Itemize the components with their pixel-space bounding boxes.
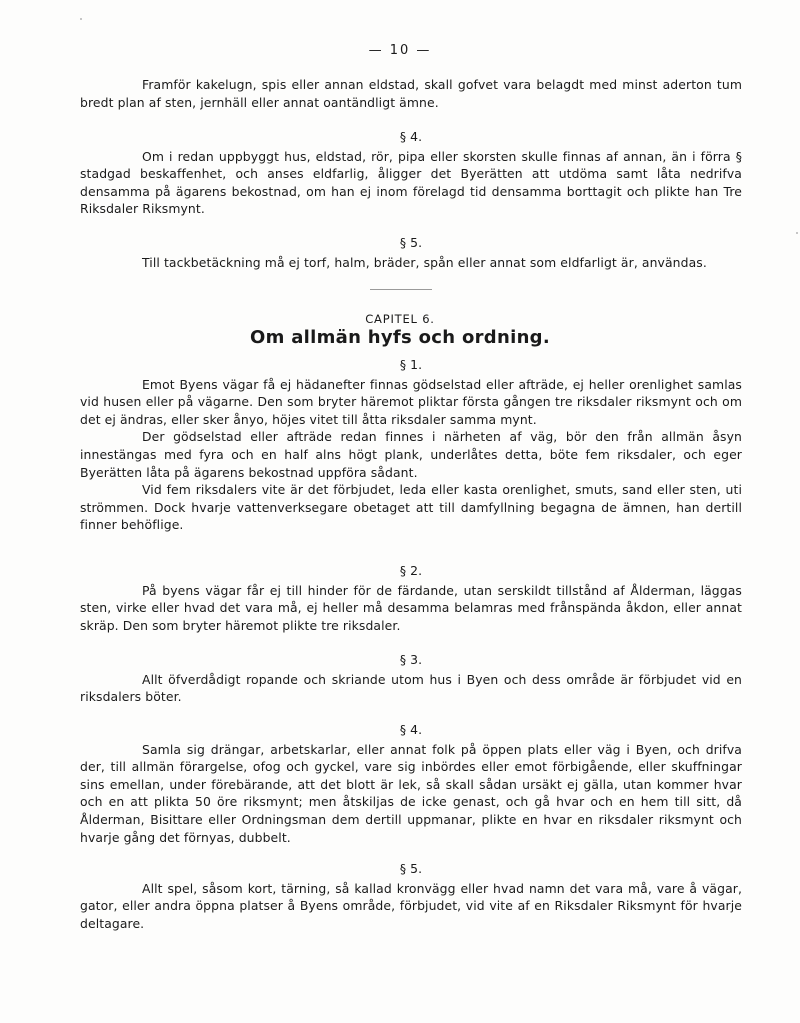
section-mark: § 4.	[399, 722, 423, 737]
section-mark: § 2.	[399, 563, 423, 578]
section-order-5	[80, 860, 742, 932]
page-number: — 10 —	[368, 43, 432, 58]
section-paragraph: Om i redan uppbyggt hus, eldstad, rör, pipa eller skorsten skulle finnas af annan, än i förra § stadgad beskaffenhet, och anses eldfarlig, åligger det Byerätten att utdöma samt låta nedrifva densamma på ägarens bekostnad, om han ej inom förelagd tid densamma borttagit och plikte han Tre Riksdaler Riksmynt.	[80, 148, 742, 217]
section-mark: § 5.	[399, 235, 423, 250]
section-mark: § 3.	[399, 652, 423, 667]
paper-speck	[80, 18, 82, 20]
section-fire-5	[80, 234, 742, 271]
section-order-2	[80, 562, 742, 634]
chapter-label: CAPITEL 6.	[365, 312, 435, 326]
section-paragraph: På byens vägar får ej till hinder för de färdande, utan serskildt tillstånd af Ålderman, läggas sten, virke eller hvad det vara må, ej heller må desamma belamras med frånspända åkdon, eller annat skräp. Den som bryter häremot plikte tre riksdaler.	[80, 582, 742, 633]
section-paragraph: Vid fem riksdalers vite är det förbjudet, leda eller kasta orenlighet, smuts, sand eller sten, uti strömmen. Dock hvarje vattenverksegare obetaget att till damfyllning begagna de ämnen, han dertill finner behöflige.	[80, 482, 742, 533]
section-order-1	[80, 356, 742, 534]
section-mark: § 5.	[399, 861, 423, 876]
chapter-title: Om allmän hyfs och ordning.	[249, 327, 551, 348]
section-paragraph: Emot Byens vägar få ej hädanefter finnas gödselstad eller afträde, ej heller orenlighet samlas vid husen eller på vägarne. Den som bryter häremot pliktar första gången tre riksdaler riksmynt och om det ej ändras, eller sker ånyo, höjes vitet till åtta riksdaler samma mynt.	[80, 376, 742, 427]
section-paragraph: Till tackbetäckning må ej torf, halm, bräder, spån eller annat som eldfarligt är, användas.	[142, 254, 707, 270]
section-order-4	[80, 721, 742, 846]
section-mark: § 1.	[399, 357, 423, 372]
section-paragraph: Allt spel, såsom kort, tärning, så kallad kronvägg eller hvad namn det vara må, vare å vägar, gator, eller andra öppna platser å Byens område, förbjudet, vid vite af en Riksdaler Riksmynt för hvarje deltagare.	[80, 880, 742, 931]
section-fire-4	[80, 128, 742, 218]
section-paragraph: Samla sig drängar, arbetskarlar, eller annat folk på öppen plats eller väg i Byen, och drifva der, till allmän förargelse, ofog och gyckel, vare sig inbördes eller emot förbigående, eller skuffningar sins emellan, under förebärande, att det blott är lek, så skall sådan ursäkt ej gälla, utan kommer hvar och en att plikta 50 öre riksmynt; men åtskiljas de icke genast, och gå hvar och en hem till sitt, då Ålderman, Bisittare eller Ordningsman dem dertill uppmanar, plikte en hvar en riksdaler riksmynt och hvarje gång det förnyas, dubbelt.	[80, 741, 742, 845]
section-mark: § 4.	[399, 129, 423, 144]
paper-speck	[796, 232, 798, 234]
section-paragraph: Der gödselstad eller afträde redan finnes i närheten af väg, bör den från allmän åsyn innestängas med fyra och en half alns högt plank, underlåtes detta, böte fem riksdaler, och eger Byerätten låta på ägarens bekostnad uppföra sådant.	[80, 429, 742, 480]
divider-rule	[370, 289, 432, 290]
section-paragraph: Allt öfverdådigt ropande och skriande utom hus i Byen och dess område är förbjudet vid en riksdalers böter.	[80, 671, 742, 705]
opening-block	[80, 76, 742, 111]
section-order-3	[80, 651, 742, 706]
opening-paragraph: Framför kakelugn, spis eller annan eldstad, skall gofvet vara belagdt med minst aderton tum bredt plan af sten, jernhäll eller annat oantändligt ämne.	[80, 77, 742, 110]
